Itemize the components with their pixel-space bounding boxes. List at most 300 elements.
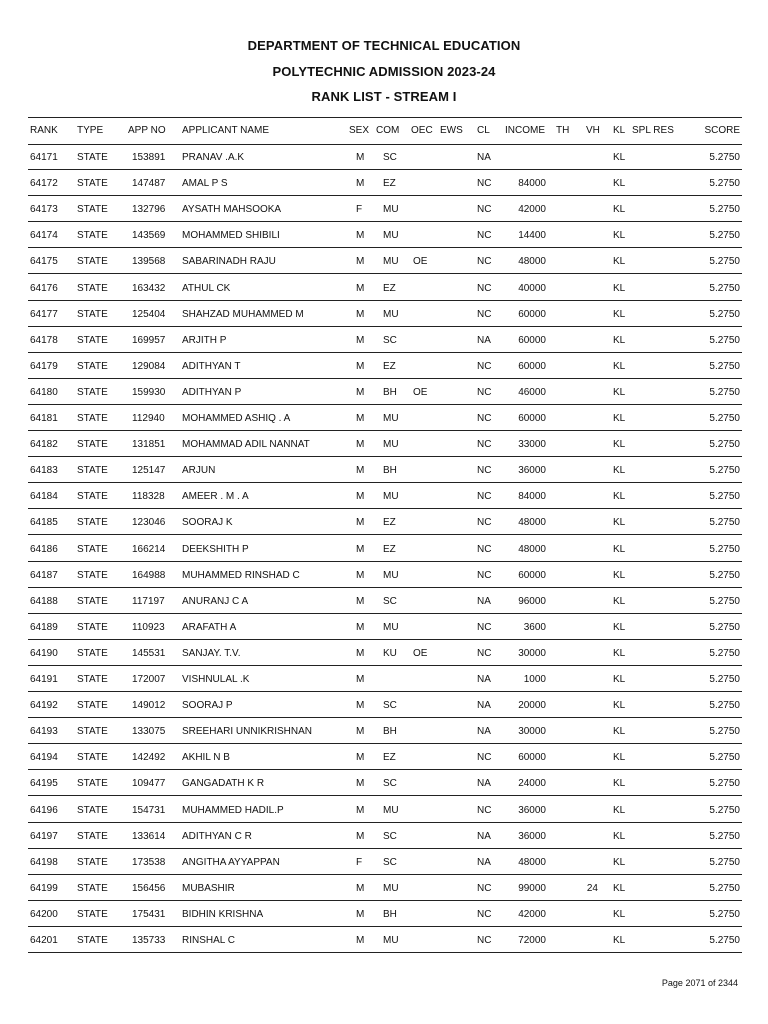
cell-type: STATE bbox=[77, 152, 108, 163]
cell-com: MU bbox=[383, 622, 399, 633]
cell-score: 5.2750 bbox=[709, 622, 740, 633]
row-divider bbox=[28, 561, 742, 562]
cell-income: 33000 bbox=[518, 439, 546, 450]
col-header-ews: EWS bbox=[440, 125, 463, 136]
cell-kl: KL bbox=[613, 465, 626, 476]
cell-score: 5.2750 bbox=[709, 778, 740, 789]
cell-income: 60000 bbox=[518, 752, 546, 763]
cell-cl: NC bbox=[477, 570, 492, 581]
cell-kl: KL bbox=[613, 857, 626, 868]
cell-rank: 64183 bbox=[30, 465, 58, 476]
cell-applicant-name: ADITHYAN C R bbox=[182, 831, 252, 842]
row-divider bbox=[28, 822, 742, 823]
cell-income: 20000 bbox=[518, 700, 546, 711]
cell-income: 60000 bbox=[518, 309, 546, 320]
cell-cl: NC bbox=[477, 361, 492, 372]
cell-cl: NC bbox=[477, 517, 492, 528]
cell-com: MU bbox=[383, 256, 399, 267]
cell-type: STATE bbox=[77, 883, 108, 894]
cell-rank: 64191 bbox=[30, 674, 58, 685]
cell-oec: OE bbox=[413, 256, 428, 267]
cell-vh: 24 bbox=[586, 883, 598, 894]
cell-sex: M bbox=[356, 544, 365, 555]
cell-type: STATE bbox=[77, 517, 108, 528]
cell-applicant-name: AMEER . M . A bbox=[182, 491, 249, 502]
cell-score: 5.2750 bbox=[709, 152, 740, 163]
cell-income: 72000 bbox=[518, 935, 546, 946]
cell-rank: 64199 bbox=[30, 883, 58, 894]
cell-score: 5.2750 bbox=[709, 544, 740, 555]
cell-kl: KL bbox=[613, 622, 626, 633]
col-header-kl: KL bbox=[613, 125, 626, 136]
cell-type: STATE bbox=[77, 465, 108, 476]
cell-kl: KL bbox=[613, 387, 626, 398]
cell-cl: NA bbox=[477, 674, 491, 685]
cell-cl: NA bbox=[477, 700, 491, 711]
cell-sex: M bbox=[356, 805, 365, 816]
cell-rank: 64177 bbox=[30, 309, 58, 320]
cell-rank: 64182 bbox=[30, 439, 58, 450]
cell-kl: KL bbox=[613, 309, 626, 320]
cell-type: STATE bbox=[77, 387, 108, 398]
cell-score: 5.2750 bbox=[709, 909, 740, 920]
cell-score: 5.2750 bbox=[709, 491, 740, 502]
cell-app-no: 131851 bbox=[132, 439, 166, 450]
cell-com: EZ bbox=[383, 361, 396, 372]
cell-com: MU bbox=[383, 883, 399, 894]
cell-score: 5.2750 bbox=[709, 935, 740, 946]
cell-applicant-name: AMAL P S bbox=[182, 178, 228, 189]
cell-app-no: 110923 bbox=[132, 622, 165, 633]
cell-cl: NC bbox=[477, 309, 492, 320]
cell-com: SC bbox=[383, 335, 397, 346]
cell-type: STATE bbox=[77, 700, 108, 711]
cell-kl: KL bbox=[613, 883, 626, 894]
cell-score: 5.2750 bbox=[709, 413, 740, 424]
cell-income: 48000 bbox=[518, 256, 546, 267]
cell-score: 5.2750 bbox=[709, 596, 740, 607]
cell-rank: 64190 bbox=[30, 648, 58, 659]
cell-kl: KL bbox=[613, 909, 626, 920]
cell-income: 60000 bbox=[518, 335, 546, 346]
cell-com: BH bbox=[383, 909, 397, 920]
cell-score: 5.2750 bbox=[709, 283, 740, 294]
row-divider bbox=[28, 534, 742, 535]
cell-type: STATE bbox=[77, 726, 108, 737]
row-divider bbox=[28, 900, 742, 901]
cell-applicant-name: SANJAY. T.V. bbox=[182, 648, 241, 659]
cell-income: 36000 bbox=[518, 805, 546, 816]
cell-applicant-name: SREEHARI UNNIKRISHNAN bbox=[182, 726, 313, 737]
cell-com: MU bbox=[383, 439, 399, 450]
cell-applicant-name: GANGADATH K R bbox=[182, 778, 265, 789]
cell-type: STATE bbox=[77, 204, 108, 215]
col-header-app-no: APP NO bbox=[128, 125, 166, 136]
cell-rank: 64173 bbox=[30, 204, 58, 215]
cell-kl: KL bbox=[613, 335, 626, 346]
row-divider bbox=[28, 952, 742, 953]
cell-rank: 64174 bbox=[30, 230, 58, 241]
cell-applicant-name: RINSHAL C bbox=[182, 935, 235, 946]
cell-type: STATE bbox=[77, 361, 108, 372]
cell-applicant-name: VISHNULAL .K bbox=[182, 674, 250, 685]
cell-cl: NA bbox=[477, 726, 491, 737]
cell-income: 24000 bbox=[518, 778, 546, 789]
cell-type: STATE bbox=[77, 909, 108, 920]
row-divider bbox=[28, 665, 742, 666]
cell-kl: KL bbox=[613, 439, 626, 450]
cell-kl: KL bbox=[613, 230, 626, 241]
cell-com: BH bbox=[383, 726, 397, 737]
cell-cl: NC bbox=[477, 204, 492, 215]
page-number: Page 2071 of 2344 bbox=[661, 978, 738, 988]
col-header-type: TYPE bbox=[77, 125, 104, 136]
cell-sex: M bbox=[356, 178, 365, 189]
cell-app-no: 153891 bbox=[132, 152, 166, 163]
cell-sex: F bbox=[356, 204, 363, 215]
cell-applicant-name: DEEKSHITH P bbox=[182, 544, 249, 555]
cell-sex: M bbox=[356, 256, 365, 267]
cell-rank: 64179 bbox=[30, 361, 58, 372]
cell-sex: M bbox=[356, 909, 365, 920]
cell-cl: NC bbox=[477, 805, 492, 816]
cell-income: 48000 bbox=[518, 544, 546, 555]
cell-sex: M bbox=[356, 309, 365, 320]
cell-type: STATE bbox=[77, 857, 108, 868]
cell-type: STATE bbox=[77, 674, 108, 685]
cell-score: 5.2750 bbox=[709, 439, 740, 450]
cell-cl: NC bbox=[477, 230, 492, 241]
col-header-income: INCOME bbox=[505, 125, 545, 136]
cell-score: 5.2750 bbox=[709, 726, 740, 737]
cell-type: STATE bbox=[77, 230, 108, 241]
cell-sex: M bbox=[356, 883, 365, 894]
cell-income: 48000 bbox=[518, 517, 546, 528]
cell-rank: 64195 bbox=[30, 778, 58, 789]
cell-sex: M bbox=[356, 726, 365, 737]
cell-income: 42000 bbox=[518, 909, 546, 920]
cell-sex: M bbox=[356, 152, 365, 163]
cell-sex: M bbox=[356, 517, 365, 528]
cell-sex: M bbox=[356, 674, 365, 685]
cell-income: 42000 bbox=[518, 204, 546, 215]
cell-rank: 64192 bbox=[30, 700, 58, 711]
cell-sex: M bbox=[356, 465, 365, 476]
cell-rank: 64189 bbox=[30, 622, 58, 633]
cell-app-no: 154731 bbox=[132, 805, 166, 816]
cell-rank: 64197 bbox=[30, 831, 58, 842]
cell-com: SC bbox=[383, 831, 397, 842]
cell-oec: OE bbox=[413, 648, 428, 659]
cell-income: 48000 bbox=[518, 857, 546, 868]
cell-score: 5.2750 bbox=[709, 648, 740, 659]
cell-com: SC bbox=[383, 700, 397, 711]
cell-cl: NA bbox=[477, 152, 491, 163]
cell-income: 30000 bbox=[518, 726, 546, 737]
row-divider bbox=[28, 848, 742, 849]
cell-rank: 64194 bbox=[30, 752, 58, 763]
cell-cl: NC bbox=[477, 178, 492, 189]
row-divider bbox=[28, 300, 742, 301]
row-divider bbox=[28, 378, 742, 379]
cell-type: STATE bbox=[77, 752, 108, 763]
cell-income: 60000 bbox=[518, 413, 546, 424]
cell-sex: M bbox=[356, 361, 365, 372]
cell-com: MU bbox=[383, 805, 399, 816]
cell-income: 84000 bbox=[518, 491, 546, 502]
cell-rank: 64193 bbox=[30, 726, 58, 737]
row-divider bbox=[28, 639, 742, 640]
cell-applicant-name: MUHAMMED HADIL.P bbox=[182, 805, 284, 816]
cell-kl: KL bbox=[613, 726, 626, 737]
cell-kl: KL bbox=[613, 517, 626, 528]
cell-applicant-name: MOHAMMAD ADIL NANNAT bbox=[182, 439, 310, 450]
cell-kl: KL bbox=[613, 648, 626, 659]
cell-score: 5.2750 bbox=[709, 752, 740, 763]
cell-income: 30000 bbox=[518, 648, 546, 659]
cell-income: 3600 bbox=[523, 622, 546, 633]
cell-cl: NA bbox=[477, 778, 491, 789]
cell-rank: 64176 bbox=[30, 283, 58, 294]
cell-applicant-name: AYSATH MAHSOOKA bbox=[182, 204, 282, 215]
cell-kl: KL bbox=[613, 361, 626, 372]
cell-oec: OE bbox=[413, 387, 428, 398]
cell-type: STATE bbox=[77, 831, 108, 842]
cell-sex: M bbox=[356, 335, 365, 346]
cell-cl: NC bbox=[477, 935, 492, 946]
cell-cl: NC bbox=[477, 283, 492, 294]
cell-score: 5.2750 bbox=[709, 883, 740, 894]
row-divider bbox=[28, 326, 742, 327]
cell-applicant-name: SOORAJ P bbox=[182, 700, 233, 711]
cell-app-no: 172007 bbox=[132, 674, 166, 685]
col-header-cl: CL bbox=[477, 125, 490, 136]
cell-score: 5.2750 bbox=[709, 674, 740, 685]
cell-applicant-name: AKHIL N B bbox=[182, 752, 230, 763]
cell-applicant-name: ANURANJ C A bbox=[182, 596, 249, 607]
cell-app-no: 117197 bbox=[132, 596, 165, 607]
row-divider bbox=[28, 691, 742, 692]
cell-income: 1000 bbox=[523, 674, 546, 685]
row-divider bbox=[28, 273, 742, 274]
cell-app-no: 129084 bbox=[132, 361, 166, 372]
cell-cl: NC bbox=[477, 413, 492, 424]
cell-com: EZ bbox=[383, 544, 396, 555]
cell-cl: NC bbox=[477, 491, 492, 502]
col-header-vh: VH bbox=[586, 125, 600, 136]
row-divider bbox=[28, 169, 742, 170]
cell-cl: NC bbox=[477, 648, 492, 659]
cell-income: 84000 bbox=[518, 178, 546, 189]
cell-app-no: 163432 bbox=[132, 283, 166, 294]
cell-type: STATE bbox=[77, 283, 108, 294]
cell-cl: NC bbox=[477, 256, 492, 267]
cell-score: 5.2750 bbox=[709, 857, 740, 868]
cell-kl: KL bbox=[613, 256, 626, 267]
cell-type: STATE bbox=[77, 256, 108, 267]
cell-com: MU bbox=[383, 935, 399, 946]
cell-applicant-name: SOORAJ K bbox=[182, 517, 233, 528]
cell-sex: M bbox=[356, 778, 365, 789]
cell-com: MU bbox=[383, 570, 399, 581]
cell-type: STATE bbox=[77, 491, 108, 502]
cell-type: STATE bbox=[77, 622, 108, 633]
cell-cl: NC bbox=[477, 387, 492, 398]
row-divider bbox=[28, 769, 742, 770]
cell-kl: KL bbox=[613, 544, 626, 555]
cell-applicant-name: PRANAV .A.K bbox=[182, 152, 245, 163]
cell-app-no: 169957 bbox=[132, 335, 166, 346]
cell-type: STATE bbox=[77, 805, 108, 816]
cell-sex: M bbox=[356, 935, 365, 946]
cell-cl: NC bbox=[477, 883, 492, 894]
cell-score: 5.2750 bbox=[709, 517, 740, 528]
cell-applicant-name: ARJUN bbox=[182, 465, 216, 476]
cell-type: STATE bbox=[77, 309, 108, 320]
cell-rank: 64200 bbox=[30, 909, 58, 920]
row-divider bbox=[28, 717, 742, 718]
cell-kl: KL bbox=[613, 413, 626, 424]
row-divider bbox=[28, 482, 742, 483]
cell-app-no: 133614 bbox=[132, 831, 166, 842]
cell-app-no: 132796 bbox=[132, 204, 166, 215]
cell-type: STATE bbox=[77, 570, 108, 581]
cell-rank: 64178 bbox=[30, 335, 58, 346]
cell-score: 5.2750 bbox=[709, 805, 740, 816]
cell-cl: NC bbox=[477, 439, 492, 450]
cell-type: STATE bbox=[77, 335, 108, 346]
cell-type: STATE bbox=[77, 413, 108, 424]
cell-cl: NC bbox=[477, 909, 492, 920]
col-header-rank: RANK bbox=[30, 125, 58, 136]
cell-rank: 64172 bbox=[30, 178, 58, 189]
row-divider bbox=[28, 743, 742, 744]
row-divider bbox=[28, 352, 742, 353]
cell-com: EZ bbox=[383, 752, 396, 763]
cell-com: MU bbox=[383, 204, 399, 215]
cell-rank: 64188 bbox=[30, 596, 58, 607]
cell-rank: 64171 bbox=[30, 152, 58, 163]
cell-kl: KL bbox=[613, 283, 626, 294]
cell-app-no: 143569 bbox=[132, 230, 166, 241]
cell-type: STATE bbox=[77, 648, 108, 659]
cell-kl: KL bbox=[613, 596, 626, 607]
cell-applicant-name: ARAFATH A bbox=[182, 622, 237, 633]
cell-income: 36000 bbox=[518, 831, 546, 842]
cell-applicant-name: MUBASHIR bbox=[182, 883, 235, 894]
cell-rank: 64181 bbox=[30, 413, 58, 424]
cell-cl: NC bbox=[477, 544, 492, 555]
cell-sex: M bbox=[356, 648, 365, 659]
cell-kl: KL bbox=[613, 570, 626, 581]
cell-app-no: 118328 bbox=[132, 491, 165, 502]
cell-type: STATE bbox=[77, 935, 108, 946]
cell-income: 60000 bbox=[518, 570, 546, 581]
cell-applicant-name: ADITHYAN P bbox=[182, 387, 242, 398]
cell-applicant-name: ANGITHA AYYAPPAN bbox=[182, 857, 280, 868]
cell-score: 5.2750 bbox=[709, 831, 740, 842]
cell-applicant-name: MOHAMMED ASHIQ . A bbox=[182, 413, 291, 424]
cell-kl: KL bbox=[613, 831, 626, 842]
cell-score: 5.2750 bbox=[709, 256, 740, 267]
header-bottom-rule bbox=[28, 144, 742, 145]
cell-com: EZ bbox=[383, 517, 396, 528]
cell-cl: NC bbox=[477, 752, 492, 763]
cell-app-no: 149012 bbox=[132, 700, 166, 711]
cell-score: 5.2750 bbox=[709, 465, 740, 476]
cell-kl: KL bbox=[613, 152, 626, 163]
cell-income: 46000 bbox=[518, 387, 546, 398]
cell-score: 5.2750 bbox=[709, 178, 740, 189]
cell-type: STATE bbox=[77, 596, 108, 607]
cell-income: 14400 bbox=[518, 230, 546, 241]
cell-kl: KL bbox=[613, 204, 626, 215]
cell-sex: M bbox=[356, 439, 365, 450]
cell-app-no: 139568 bbox=[132, 256, 166, 267]
cell-sex: M bbox=[356, 283, 365, 294]
cell-score: 5.2750 bbox=[709, 230, 740, 241]
cell-cl: NC bbox=[477, 465, 492, 476]
cell-score: 5.2750 bbox=[709, 570, 740, 581]
row-divider bbox=[28, 456, 742, 457]
cell-sex: M bbox=[356, 700, 365, 711]
cell-rank: 64175 bbox=[30, 256, 58, 267]
cell-sex: M bbox=[356, 570, 365, 581]
cell-score: 5.2750 bbox=[709, 700, 740, 711]
header-top-rule bbox=[28, 117, 742, 118]
cell-cl: NA bbox=[477, 335, 491, 346]
cell-sex: F bbox=[356, 857, 363, 868]
cell-applicant-name: MUHAMMED RINSHAD C bbox=[182, 570, 300, 581]
cell-com: SC bbox=[383, 857, 397, 868]
cell-type: STATE bbox=[77, 439, 108, 450]
cell-sex: M bbox=[356, 831, 365, 842]
cell-cl: NA bbox=[477, 596, 491, 607]
cell-app-no: 156456 bbox=[132, 883, 166, 894]
row-divider bbox=[28, 926, 742, 927]
cell-income: 60000 bbox=[518, 361, 546, 372]
cell-com: MU bbox=[383, 413, 399, 424]
row-divider bbox=[28, 613, 742, 614]
cell-applicant-name: SHAHZAD MUHAMMED M bbox=[182, 309, 304, 320]
cell-kl: KL bbox=[613, 700, 626, 711]
row-divider bbox=[28, 195, 742, 196]
cell-sex: M bbox=[356, 387, 365, 398]
cell-rank: 64180 bbox=[30, 387, 58, 398]
row-divider bbox=[28, 430, 742, 431]
cell-applicant-name: ADITHYAN T bbox=[182, 361, 241, 372]
cell-com: EZ bbox=[383, 283, 396, 294]
col-header-oec: OEC bbox=[411, 125, 433, 136]
cell-applicant-name: BIDHIN KRISHNA bbox=[182, 909, 264, 920]
cell-com: MU bbox=[383, 309, 399, 320]
cell-rank: 64186 bbox=[30, 544, 58, 555]
cell-app-no: 112940 bbox=[132, 413, 165, 424]
cell-score: 5.2750 bbox=[709, 387, 740, 398]
col-header-applicant-name: APPLICANT NAME bbox=[182, 125, 270, 136]
cell-app-no: 135733 bbox=[132, 935, 166, 946]
cell-rank: 64184 bbox=[30, 491, 58, 502]
row-divider bbox=[28, 874, 742, 875]
cell-income: 96000 bbox=[518, 596, 546, 607]
admission-title: POLYTECHNIC ADMISSION 2023-24 bbox=[272, 64, 496, 79]
cell-app-no: 142492 bbox=[132, 752, 166, 763]
cell-kl: KL bbox=[613, 805, 626, 816]
cell-com: SC bbox=[383, 152, 397, 163]
cell-kl: KL bbox=[613, 778, 626, 789]
cell-score: 5.2750 bbox=[709, 335, 740, 346]
cell-type: STATE bbox=[77, 778, 108, 789]
